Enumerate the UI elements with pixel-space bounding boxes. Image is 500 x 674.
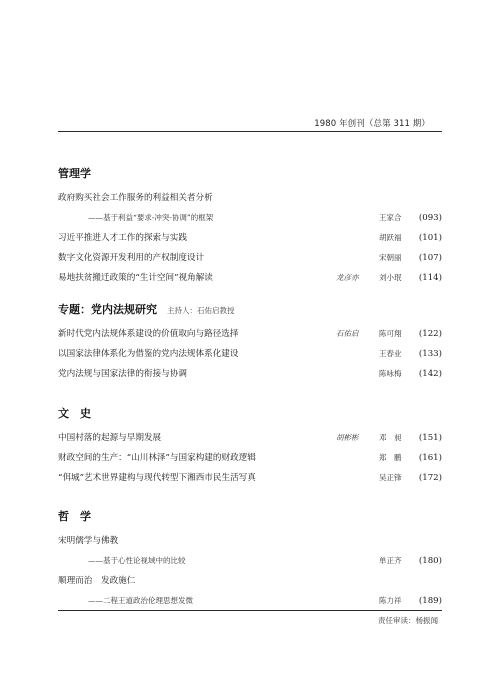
- toc-entry[interactable]: [58, 324, 442, 344]
- author: 单正齐: [379, 556, 402, 565]
- page-number: (172): [418, 473, 442, 483]
- publication-info: 1980 年创刊（总第 311 期）: [314, 119, 430, 129]
- toc-section: [58, 164, 442, 288]
- toc-entry[interactable]: [58, 468, 442, 488]
- toc-subtitle-row[interactable]: [58, 591, 442, 611]
- toc-entry[interactable]: [58, 428, 442, 448]
- article-title[interactable]: 顺理而治 发政施仁: [58, 576, 136, 586]
- co-author: 龙彦亦: [336, 273, 359, 282]
- article-title[interactable]: 新时代党内法规体系建设的价值取向与路径选择: [58, 329, 239, 339]
- section-title: [58, 164, 442, 184]
- author: 陈咏梅: [379, 369, 402, 378]
- article-title[interactable]: 党内法规与国家法律的衔接与协调: [58, 369, 187, 379]
- page-number: (093): [418, 213, 442, 223]
- page-number: (107): [418, 253, 442, 263]
- article-title[interactable]: “佴城”艺术世界建构与现代转型下湘西市民生活写真: [58, 473, 256, 483]
- article-subtitle[interactable]: ——基于利益“要求-冲突-协调”的框架: [88, 213, 214, 222]
- author: 宋朝丽: [379, 253, 402, 262]
- toc-entry[interactable]: [58, 248, 442, 268]
- article-subtitle[interactable]: ——基于心性论视域中的比较: [88, 556, 186, 565]
- page-number: (114): [418, 273, 442, 283]
- article-subtitle[interactable]: ——二程王道政治伦理思想发微: [88, 596, 193, 605]
- section-title: [58, 507, 442, 527]
- article-title[interactable]: 以国家法律体系化为借鉴的党内法规体系化建设: [58, 349, 239, 359]
- co-author: 石佑启: [336, 329, 359, 338]
- section-title-text: 文 史: [58, 407, 91, 420]
- page-number: (133): [418, 349, 442, 359]
- page-number: (142): [418, 369, 442, 379]
- author: 王春业: [379, 349, 402, 358]
- toc-entry[interactable]: [58, 228, 442, 248]
- article-title[interactable]: 易地扶贫搬迁政策的“生计空间”视角解读: [58, 273, 213, 283]
- toc-section: [58, 404, 442, 488]
- toc-entry[interactable]: [58, 344, 442, 364]
- article-title[interactable]: 政府购买社会工作服务的利益相关者分析: [58, 193, 213, 203]
- toc-entry[interactable]: [58, 188, 442, 208]
- page-number: (122): [418, 329, 442, 339]
- toc-section: [58, 507, 442, 611]
- page-number: (161): [418, 453, 442, 463]
- toc-entry[interactable]: [58, 268, 442, 288]
- author: 胡跃福: [379, 233, 402, 242]
- section-title-text: 管理学: [58, 167, 91, 180]
- section-title-text: 专题：党内法规研究: [58, 303, 157, 316]
- toc-entry[interactable]: [58, 531, 442, 551]
- top-divider: [58, 131, 442, 132]
- section-title-text: 哲 学: [58, 510, 91, 523]
- page-number: (189): [418, 596, 442, 606]
- section-title: [58, 300, 442, 320]
- author: 刘小珉: [379, 273, 402, 282]
- author: 陈可翔: [379, 329, 402, 338]
- article-title[interactable]: 习近平推进人才工作的探索与实践: [58, 233, 187, 243]
- toc-subtitle-row[interactable]: [58, 551, 442, 571]
- section-title: [58, 404, 442, 424]
- toc-entry[interactable]: [58, 571, 442, 591]
- page-number: (101): [418, 233, 442, 243]
- page-number: (151): [418, 433, 442, 443]
- page-number: (180): [418, 556, 442, 566]
- article-title[interactable]: 数字文化资源开发利用的产权制度设计: [58, 253, 205, 263]
- bottom-divider: [58, 610, 442, 611]
- toc-entry[interactable]: [58, 364, 442, 384]
- author: 郑 鹏: [379, 453, 402, 462]
- article-title[interactable]: 中国村落的起源与早期发展: [58, 433, 162, 443]
- responsible-editor: 责任审读：杨振闻: [378, 616, 438, 625]
- article-title[interactable]: 宋明儒学与佛教: [58, 536, 119, 546]
- article-title[interactable]: 财政空间的生产：“山川林泽”与国家构建的财政逻辑: [58, 453, 256, 463]
- toc-subtitle-row[interactable]: [58, 208, 442, 228]
- toc-entry[interactable]: [58, 448, 442, 468]
- toc-section: [58, 300, 442, 384]
- author: 吴正锋: [379, 473, 402, 482]
- author: 邓 昶: [379, 433, 402, 442]
- co-author: 胡彬彬: [336, 433, 359, 442]
- section-host: 主持人：石佑启教授: [167, 306, 235, 315]
- author: 王家合: [379, 213, 402, 222]
- author: 陈力祥: [379, 596, 402, 605]
